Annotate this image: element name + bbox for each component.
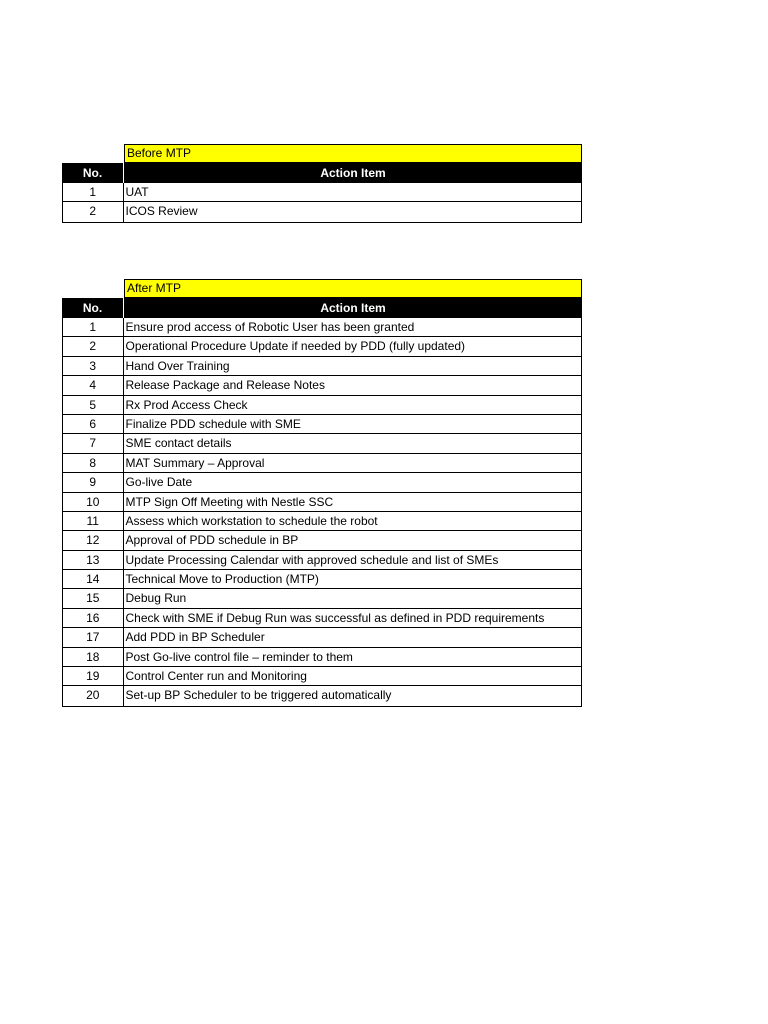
table-row xyxy=(63,686,581,705)
table-row xyxy=(63,473,581,492)
row-number: 13 xyxy=(63,551,124,569)
table-title-row xyxy=(62,144,582,163)
row-number: 12 xyxy=(63,531,124,549)
row-action-item: Go-live Date xyxy=(125,475,193,490)
table-body xyxy=(62,318,582,707)
before-mtp-table xyxy=(62,144,582,223)
header-action-item: Action Item xyxy=(320,166,386,180)
table-row xyxy=(63,628,581,647)
table-row xyxy=(63,396,581,415)
row-number: 4 xyxy=(63,376,124,394)
row-action-item: Set-up BP Scheduler to be triggered automatically xyxy=(125,688,392,703)
table-row xyxy=(63,183,581,202)
row-number: 7 xyxy=(63,434,124,452)
title-spacer xyxy=(62,144,124,163)
row-action-item: Rx Prod Access Check xyxy=(125,397,248,412)
table-row xyxy=(63,551,581,570)
table-row xyxy=(63,667,581,686)
table-body xyxy=(62,183,582,223)
row-action-item: SME contact details xyxy=(125,436,232,451)
table-row xyxy=(63,318,581,337)
row-action-item: Debug Run xyxy=(125,591,187,606)
row-action-item: Technical Move to Production (MTP) xyxy=(125,572,319,587)
row-number: 15 xyxy=(63,589,124,607)
table-title: Before MTP xyxy=(124,144,582,163)
table-row xyxy=(63,609,581,628)
row-number: 17 xyxy=(63,628,124,646)
row-action-item: MAT Summary – Approval xyxy=(125,455,265,470)
table-row xyxy=(63,202,581,221)
row-action-item: Assess which workstation to schedule the robot xyxy=(125,513,378,528)
table-header-row xyxy=(62,298,582,318)
table-row xyxy=(63,415,581,434)
row-number: 11 xyxy=(63,512,124,530)
row-action-item: ICOS Review xyxy=(125,204,198,219)
row-number: 2 xyxy=(63,202,124,221)
row-action-item: Approval of PDD schedule in BP xyxy=(125,533,299,548)
table-row xyxy=(63,648,581,667)
table-row xyxy=(63,454,581,473)
row-number: 19 xyxy=(63,667,124,685)
table-row xyxy=(63,512,581,531)
row-action-item: MTP Sign Off Meeting with Nestle SSC xyxy=(125,494,334,509)
row-action-item: Finalize PDD schedule with SME xyxy=(125,416,301,431)
row-action-item: Ensure prod access of Robotic User has been granted xyxy=(125,320,415,334)
table-row xyxy=(63,531,581,550)
row-number: 5 xyxy=(63,396,124,414)
row-number: 16 xyxy=(63,609,124,627)
row-number: 9 xyxy=(63,473,124,491)
row-action-item: UAT xyxy=(125,185,149,199)
row-action-item: Add PDD in BP Scheduler xyxy=(125,630,265,645)
table-row xyxy=(63,493,581,512)
table-row xyxy=(63,434,581,453)
row-number: 10 xyxy=(63,493,124,511)
row-action-item: Control Center run and Monitoring xyxy=(125,669,307,684)
row-number: 8 xyxy=(63,454,124,472)
table-row xyxy=(63,570,581,589)
table-header-row xyxy=(62,163,582,183)
row-action-item: Update Processing Calendar with approved schedule and list of SMEs xyxy=(125,552,499,567)
header-action-item: Action Item xyxy=(320,301,386,315)
row-action-item: Operational Procedure Update if needed by PDD (fully updated) xyxy=(125,339,466,354)
row-number: 1 xyxy=(63,318,124,336)
table-title-row xyxy=(62,279,582,298)
table-row xyxy=(63,337,581,356)
row-action-item: Check with SME if Debug Run was successful as defined in PDD requirements xyxy=(125,610,545,625)
table-title: After MTP xyxy=(124,279,582,298)
row-number: 2 xyxy=(63,337,124,355)
row-action-item: Post Go-live control file – reminder to them xyxy=(125,649,353,664)
table-row xyxy=(63,357,581,376)
row-number: 20 xyxy=(63,686,124,705)
row-number: 6 xyxy=(63,415,124,433)
after-mtp-table xyxy=(62,279,582,707)
row-number: 1 xyxy=(63,183,124,201)
row-action-item: Release Package and Release Notes xyxy=(125,378,325,393)
row-number: 18 xyxy=(63,648,124,666)
header-no: No. xyxy=(62,163,124,183)
row-number: 14 xyxy=(63,570,124,588)
row-action-item: Hand Over Training xyxy=(125,358,230,373)
header-no: No. xyxy=(62,298,124,318)
row-number: 3 xyxy=(63,357,124,375)
table-row xyxy=(63,376,581,395)
table-row xyxy=(63,589,581,608)
title-spacer xyxy=(62,279,124,298)
